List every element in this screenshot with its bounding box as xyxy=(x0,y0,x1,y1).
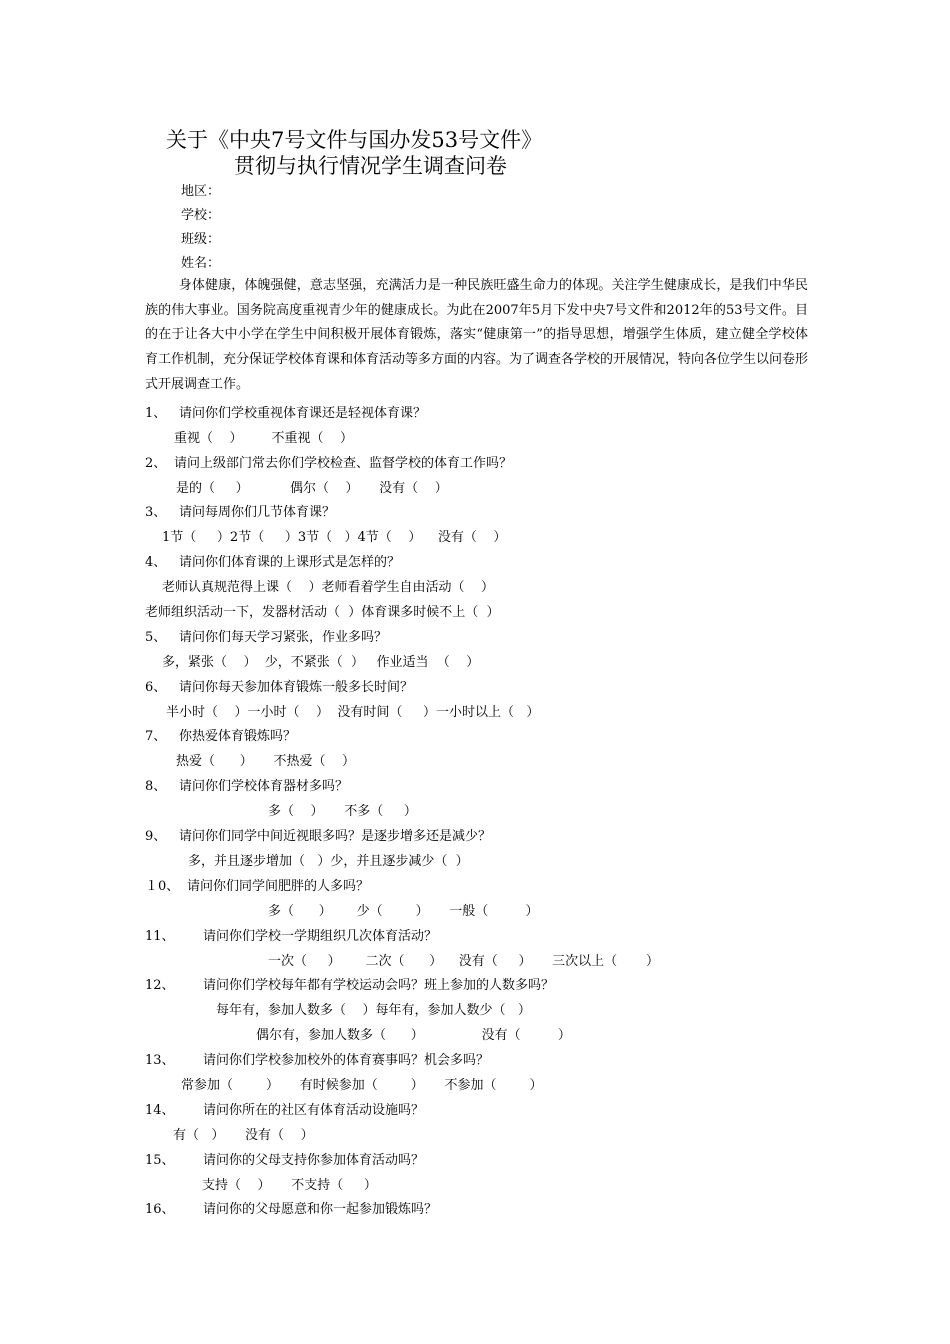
intro-paragraph: 身体健康，体魄强健，意志坚强，充满活力是一种民族旺盛生命力的体现。关注学生健康成长，是我们中华民族的伟大事业。国务院高度重视青少年的健康成长。为此在2007年5月下发中央7号文件和2012年的53号文件。目的在于让各大中小学在学生中间积极开展体育锻炼，落实“健康第一”的指导思想，增强学生体质，建立健全学校体育工作机制，充分保证学校体育课和体育活动等多方面的内容。为了调查各学校的开展情况，特向各位学生以问卷形式开展调查工作。 xyxy=(145,278,809,392)
question-14-options: 有（ ） 没有（ ） xyxy=(173,1128,314,1143)
question-number: 2、 xyxy=(145,456,167,471)
question-text: 请问你们学校每年都有学校运动会吗？班上参加的人数多吗？ xyxy=(203,978,555,993)
question-number: 7、 xyxy=(145,729,167,744)
question-number: 9、 xyxy=(145,829,167,844)
question-9-options: 多，并且逐步增加（ ）少，并且逐步减少（ ） xyxy=(188,854,469,869)
question-1-options: 重视（ ） 不重视（ ） xyxy=(174,431,353,446)
question-text: 请问你的父母愿意和你一起参加锻炼吗？ xyxy=(203,1202,438,1217)
question-6-options: 半小时（ ）一小时（ ） 没有时间（ ）一小时以上（ ） xyxy=(166,705,540,720)
question-15-options: 支持（ ） 不支持（ ） xyxy=(202,1178,377,1193)
question-text: 请问每周你们几节体育课？ xyxy=(179,505,336,520)
question-10 xyxy=(145,875,369,894)
question-number: 15、 xyxy=(145,1153,175,1168)
question-12-options-1: 每年有，参加人数多（ ）每年有，参加人数少（ ） xyxy=(216,1003,531,1018)
question-text: 请问你们学校体育器材多吗？ xyxy=(179,779,349,794)
question-4-options-1: 老师认真规范得上课（ ）老师看着学生自由活动（ ） xyxy=(162,580,495,595)
question-14 xyxy=(145,1099,424,1118)
question-4-options-2: 老师组织活动一下，发器材活动（ ）体育课多时候不上（ ） xyxy=(145,605,500,620)
question-8-options: 多（ ） 不多（ ） xyxy=(268,804,417,819)
question-text: 请问你们每天学习紧张，作业多吗？ xyxy=(179,630,388,645)
question-5-options: 多，紧张（ ） 少，不紧张（ ） 作业适当 （ ） xyxy=(162,655,480,670)
question-number: 13、 xyxy=(145,1053,175,1068)
question-7 xyxy=(145,725,296,744)
question-15 xyxy=(145,1149,424,1168)
question-number: 4、 xyxy=(145,555,167,570)
question-11-options: 一次（ ） 二次（ ） 没有（ ） 三次以上（ ） xyxy=(268,954,660,969)
title-line-1: 关于《中央7号文件与国办发53号文件》 xyxy=(166,128,543,152)
question-text: 请问你们同学间肥胖的人多吗？ xyxy=(187,879,370,894)
question-number: １0、 xyxy=(145,879,180,894)
question-number: 6、 xyxy=(145,680,167,695)
question-text: 请问上级部门常去你们学校检查、监督学校的体育工作吗？ xyxy=(174,456,513,471)
question-4 xyxy=(145,551,400,570)
question-text: 请问你们学校一学期组织几次体育活动？ xyxy=(203,929,438,944)
question-8 xyxy=(145,775,348,794)
question-number: 11、 xyxy=(145,929,175,944)
question-1 xyxy=(145,402,426,421)
question-13 xyxy=(145,1049,489,1068)
question-number: 1、 xyxy=(145,406,167,421)
question-text: 请问你每天参加体育锻炼一般多长时间？ xyxy=(179,680,414,695)
title-line-2: 贯彻与执行情况学生调查问卷 xyxy=(234,154,507,178)
question-2 xyxy=(145,452,512,471)
question-number: 8、 xyxy=(145,779,167,794)
question-text: 请问你们体育课的上课形式是怎样的？ xyxy=(179,555,401,570)
field-school: 学校： xyxy=(181,208,221,223)
field-class: 班级： xyxy=(181,232,221,247)
question-text: 你热爱体育锻炼吗？ xyxy=(179,729,297,744)
question-6 xyxy=(145,676,413,695)
question-text: 请问你们学校重视体育课还是轻视体育课？ xyxy=(179,406,427,421)
question-7-options: 热爱（ ） 不热爱（ ） xyxy=(176,754,355,769)
question-12 xyxy=(145,974,554,993)
question-13-options: 常参加（ ） 有时候参加（ ） 不参加（ ） xyxy=(181,1078,543,1093)
question-text: 请问你的父母支持你参加体育活动吗？ xyxy=(203,1153,425,1168)
question-3-options: 1节（ ）2节（ ）3节（ ）4节（ ） 没有（ ） xyxy=(162,530,507,545)
question-11 xyxy=(145,925,437,944)
question-number: 12、 xyxy=(145,978,175,993)
question-2-options: 是的（ ） 偶尔（ ） 没有（ ） xyxy=(176,481,448,496)
question-text: 请问你们同学中间近视眼多吗？是逐步增多还是减少？ xyxy=(179,829,492,844)
question-number: 16、 xyxy=(145,1202,175,1217)
question-9 xyxy=(145,825,491,844)
field-name: 姓名： xyxy=(181,256,221,271)
question-number: 3、 xyxy=(145,505,167,520)
field-region: 地区： xyxy=(181,184,221,199)
question-12-options-2: 偶尔有，参加人数多（ ） 没有（ ） xyxy=(256,1028,571,1043)
question-5 xyxy=(145,626,387,645)
question-text: 请问你所在的社区有体育活动设施吗？ xyxy=(203,1103,425,1118)
question-3 xyxy=(145,501,335,520)
question-text: 请问你们学校参加校外的体育赛事吗？机会多吗？ xyxy=(203,1053,490,1068)
question-16 xyxy=(145,1198,437,1217)
question-number: 14、 xyxy=(145,1103,175,1118)
question-number: 5、 xyxy=(145,630,167,645)
question-10-options: 多（ ） 少（ ） 一般（ ） xyxy=(268,904,539,919)
